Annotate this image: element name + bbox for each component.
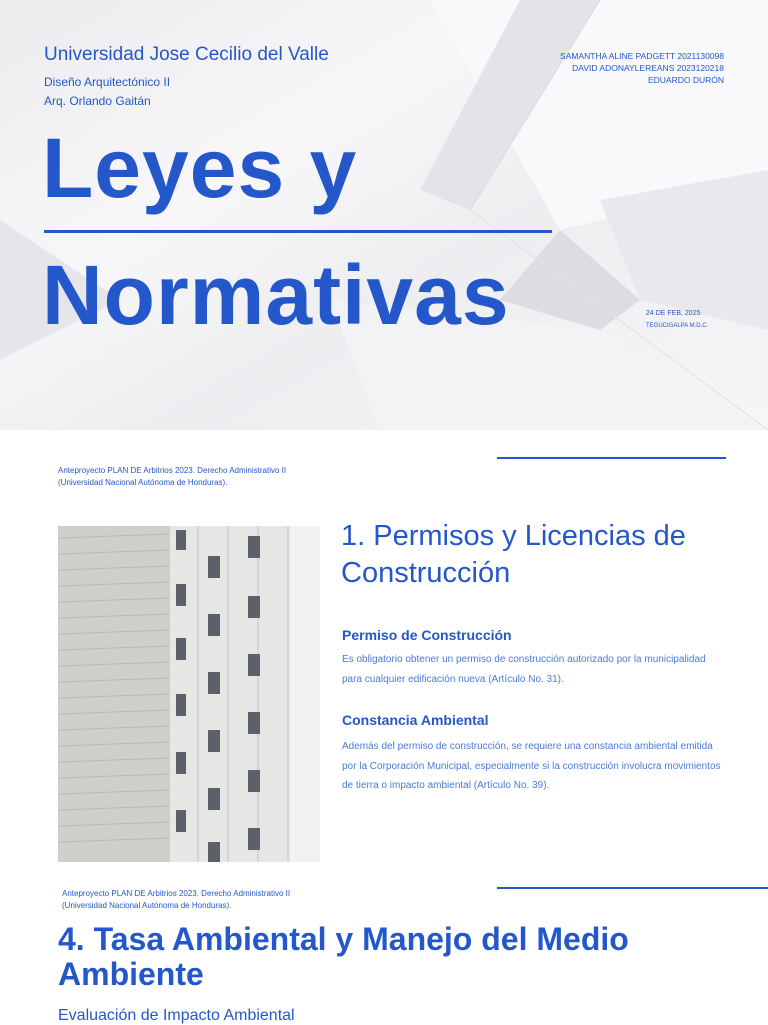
cover-title-line-2: Normativas (42, 248, 510, 342)
section4-subheading: Evaluación de Impacto Ambiental (58, 1007, 295, 1024)
authors-list (560, 50, 724, 86)
course-name: Diseño Arquitectónico II (44, 75, 171, 89)
subsection-text: Es obligatorio obtener un permiso de construcción autorizado por la municipalidad para cualquier edificación nueva (Artículo No. 31). (342, 654, 706, 685)
title-divider (44, 230, 552, 233)
source-line: (Universidad Nacional Autónoma de Honduras). (62, 901, 232, 910)
subsection-text: Además del permiso de construcción, se requiere una constancia ambiental emitida por la Corporación Municipal, especialmente si la construcción involucra movimientos de tierra o impacto ambiental (Artículo No. 39). (342, 741, 721, 791)
section4-source (62, 888, 290, 912)
cover-section (0, 0, 768, 430)
author-item: SAMANTHA ALINE PADGETT 2021130098 (560, 51, 724, 61)
subsection-heading: Permiso de Construcción (342, 627, 512, 643)
subsection-heading: Constancia Ambiental (342, 712, 489, 728)
section4-title: 4. Tasa Ambiental y Manejo del Medio Ambiente (58, 921, 629, 992)
section1-title: 1. Permisos y Licencias de Construcción (341, 520, 686, 589)
place-label: TEGUCIGALPA M.D.C. (646, 323, 709, 329)
professor-name: Arq. Orlando Gaitán (44, 94, 151, 108)
source-line: Anteproyecto PLAN DE Arbitrios 2023. Derecho Administrativo II (58, 466, 287, 475)
date-label: 24 DE FEB, 2025 (646, 310, 701, 317)
author-item: DAVID ADONAYLEREANS 2023120218 (572, 63, 724, 73)
cover-title-line-1: Leyes y (42, 121, 358, 215)
section4-divider (497, 887, 768, 889)
building-photo (58, 526, 320, 862)
university-name: Universidad Jose Cecilio del Valle (44, 44, 329, 65)
section1-divider (497, 457, 726, 459)
author-item: EDUARDO DURÓN (647, 75, 724, 85)
source-line: Anteproyecto PLAN DE Arbitrios 2023. Derecho Administrativo II (62, 889, 291, 898)
section1-source (58, 465, 286, 489)
source-line: (Universidad Nacional Autónoma de Honduras). (58, 478, 228, 487)
